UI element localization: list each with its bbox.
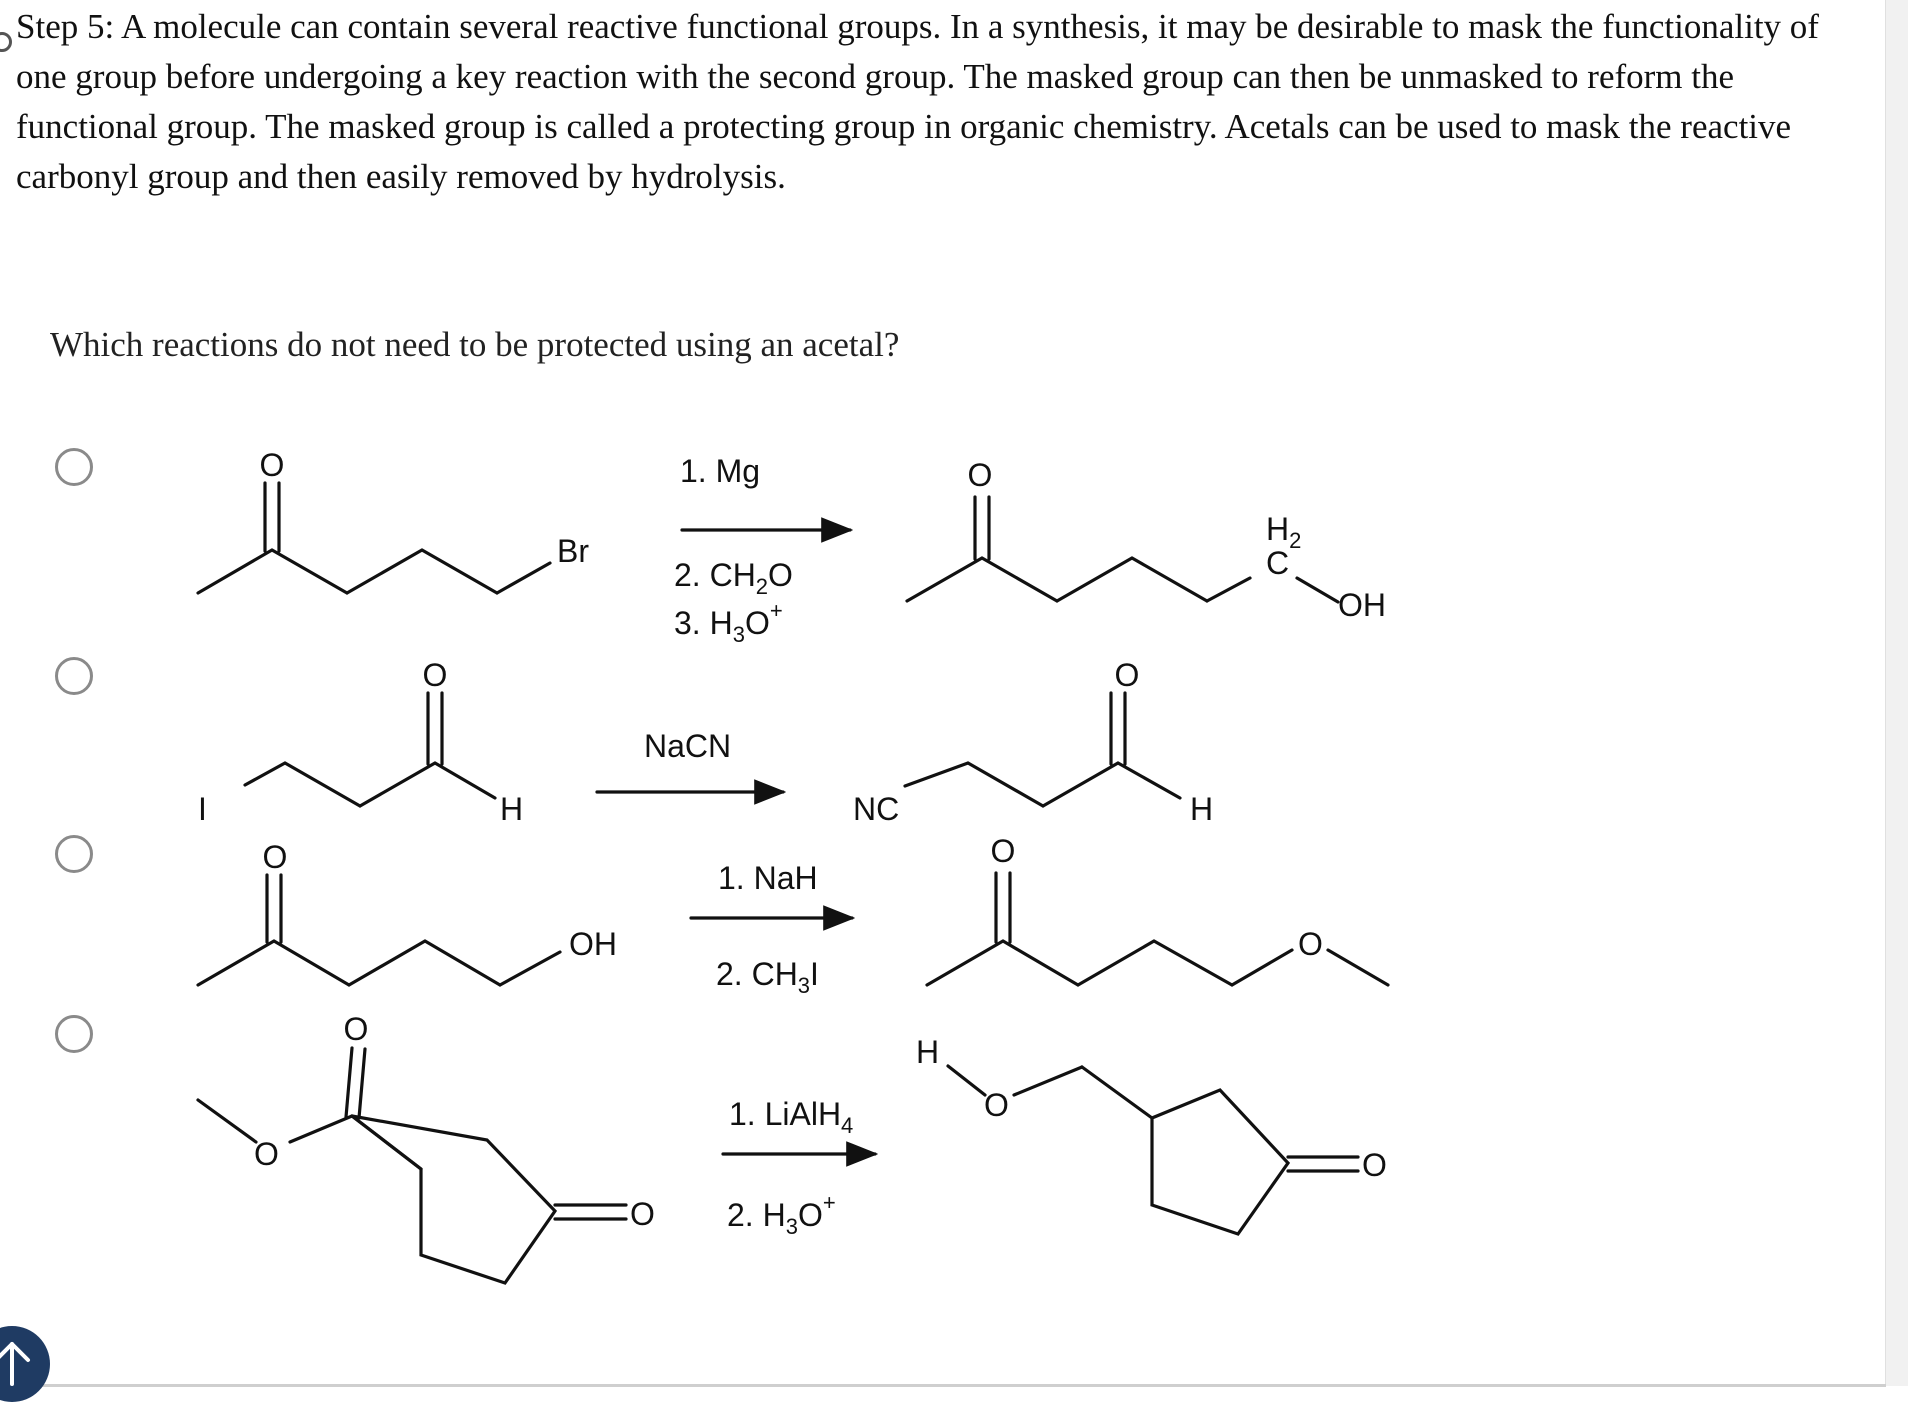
option-1-product xyxy=(907,457,1386,623)
option-4-reagent-1: 1. LiAlH$_4$ xyxy=(729,1096,854,1138)
option-3-ether-oxygen-label: O xyxy=(1298,926,1323,962)
scroll-top-button[interactable] xyxy=(0,1326,50,1402)
option-4-alcohol-oxygen-label: O xyxy=(984,1087,1009,1123)
option-4-reactant-ketone-oxygen-label: O xyxy=(630,1196,655,1232)
step-5-text: Step 5: A molecule can contain several reactive functional groups. In a synthesis, it may be desirable to mask the functionality of one group before undergoing a key reaction with the second group. The masked group can then be unmasked to reform the functional group. The masked group is called a protecting group in organic chemistry. Acetals can be used to mask the reactive carbonyl group and then easily removed by hydrolysis. xyxy=(16,7,1819,196)
option-2-reactant-oxygen-label: O xyxy=(422,657,448,693)
option-3-reagent-1: 1. NaH xyxy=(718,860,818,896)
option-1-product-oxygen-label: O xyxy=(967,457,993,493)
option-1-reactant-oxygen-label: O xyxy=(259,447,285,483)
option-2-nitrile-label: NC xyxy=(853,791,900,827)
option-4-product xyxy=(916,1034,1387,1234)
option-1-reactant xyxy=(198,447,589,593)
option-2-reactant-aldehyde-h-label: H xyxy=(500,791,524,827)
option-1-reagent-3: 3. $H_3O^+$ xyxy=(674,598,783,647)
option-4-carbonyl-oxygen-label: O xyxy=(343,1011,369,1047)
option-1-reagents xyxy=(674,453,850,647)
option-2-reagents xyxy=(597,728,783,792)
option-2-reaction xyxy=(198,657,1213,827)
option-3-reactant-oxygen-label: O xyxy=(262,839,288,875)
option-1-reagent-1: 1. Mg xyxy=(680,453,761,489)
bottom-divider xyxy=(40,1384,1886,1387)
option-2-reagent-1: NaCN xyxy=(644,728,732,764)
option-1-methylene-h2-label: $H_2$ xyxy=(1266,511,1302,553)
option-2-iodine-label: I xyxy=(198,791,207,827)
option-4-reactant xyxy=(198,1011,655,1283)
scrollbar[interactable] xyxy=(1885,0,1908,1386)
option-3-reactant xyxy=(198,839,617,985)
option-1-reaction xyxy=(198,447,1386,647)
option-2-product xyxy=(853,657,1213,827)
option-3-reagent-2: 2. $CH_3I$ xyxy=(716,956,819,998)
question-text: Which reactions do not need to be protected using an acetal? xyxy=(50,325,900,364)
option-1-hydroxyl-label: OH xyxy=(1338,587,1386,623)
option-4-reaction xyxy=(198,1011,1387,1283)
option-4-reagent-2: 2. $H_3O^+$ xyxy=(727,1190,836,1239)
option-4-product-ketone-oxygen-label: O xyxy=(1362,1147,1387,1183)
option-3-product-oxygen-label: O xyxy=(990,833,1016,869)
option-3-reagents xyxy=(691,860,852,998)
option-3-product xyxy=(927,833,1388,985)
option-4-ester-oxygen-label: O xyxy=(254,1136,279,1172)
option-1-bromine-label: Br xyxy=(557,533,589,569)
option-1-methylene-c-label: C xyxy=(1266,545,1290,581)
arrow-up-icon xyxy=(0,1326,50,1402)
option-2-product-oxygen-label: O xyxy=(1114,657,1140,693)
option-3-hydroxyl-label: OH xyxy=(569,926,617,962)
option-4-reagents xyxy=(723,1096,875,1239)
option-2-reactant xyxy=(198,657,523,827)
option-2-product-aldehyde-h-label: H xyxy=(1190,791,1214,827)
option-1-reagent-2: 2. $CH_2O$ xyxy=(674,557,793,599)
option-4-hydroxyl-h-label: H xyxy=(916,1034,940,1070)
option-3-reaction xyxy=(198,833,1388,998)
